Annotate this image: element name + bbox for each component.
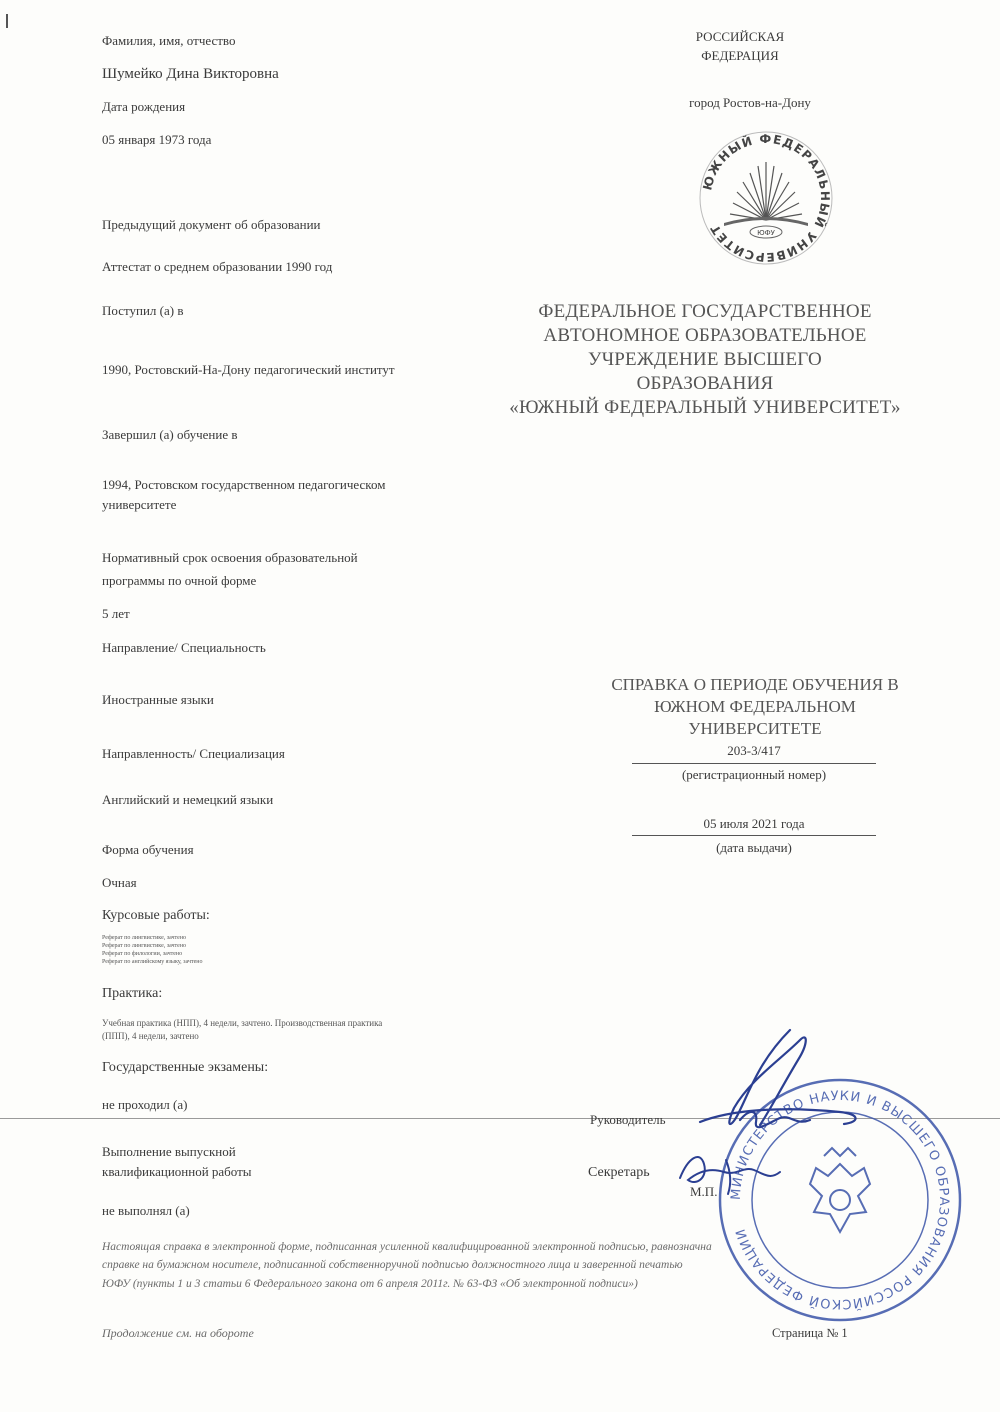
org-name-line5: «ЮЖНЫЙ ФЕДЕРАЛЬНЫЙ УНИВЕРСИТЕТ» — [509, 397, 901, 418]
enrolled-value: 1990, Ростовский-На-Дону педагогический институт — [102, 362, 395, 377]
reg-number-caption: (регистрационный номер) — [681, 767, 827, 782]
head-signature — [640, 1010, 880, 1220]
doc-title-line2: ЮЖНОМ ФЕДЕРАЛЬНОМ — [654, 697, 856, 716]
issue-date-caption: (дата выдачи) — [716, 840, 792, 855]
university-logo — [696, 128, 836, 268]
focus-label: Направленность/ Специализация — [102, 746, 285, 761]
practice-value-line1: Учебная практика (НПП), 4 недели, зачтено. Производственная практика — [102, 1018, 383, 1028]
exams-label: Государственные экзамены: — [102, 1060, 269, 1075]
coursework-item: Реферат по английскому языку, зачтено — [102, 959, 203, 966]
continued-note: Продолжение см. на обороте — [102, 1326, 254, 1340]
form-value: Очная — [102, 875, 137, 890]
direction-value: Иностранные языки — [102, 692, 214, 707]
org-name-line2: АВТОНОМНОЕ ОБРАЗОВАТЕЛЬНОЕ — [543, 325, 867, 346]
org-name-line4: ОБРАЗОВАНИЯ — [636, 373, 774, 394]
term-label-line1: Нормативный срок освоения образовательной — [102, 550, 358, 565]
head-label: Руководитель — [590, 1112, 666, 1127]
coursework-item: Реферат по лингвистике, зачтено — [102, 935, 187, 941]
fio-label: Фамилия, имя, отчество — [102, 33, 236, 48]
edge-mark — [6, 14, 8, 28]
practice-label: Практика: — [102, 986, 163, 1001]
secretary-label: Секретарь — [588, 1165, 650, 1180]
fio-value: Шумейко Дина Викторовна — [102, 66, 279, 82]
footer-note-line2: справке на бумажном носителе, подписанной собственноручной подписью должностного лица и заверенной печатью — [102, 1259, 683, 1272]
footer-note-line3: ЮФУ (пункты 1 и 3 статьи 6 Федерального закона от 6 апреля 2011г. № 63-ФЗ «Об электронной подписи») — [102, 1277, 638, 1290]
org-name-line1: ФЕДЕРАЛЬНОЕ ГОСУДАРСТВЕННОЕ — [538, 301, 872, 322]
reg-number-underline — [632, 763, 876, 764]
issue-date-underline — [632, 835, 876, 836]
dob-value: 05 января 1973 года — [102, 132, 212, 147]
dob-label: Дата рождения — [102, 99, 186, 114]
issue-date: 05 июля 2021 года — [703, 816, 805, 831]
footer-note-line1: Настоящая справка в электронной форме, подписанная усиленной квалифицированной электронной подписью, равнозначна — [102, 1241, 712, 1253]
term-value: 5 лет — [102, 606, 130, 621]
city: город Ростов-на-Дону — [689, 95, 811, 110]
stamp-text: МИНИСТЕРСТВО НАУКИ И ВЫСШЕГО ОБРАЗОВАНИЯ РОССИЙСКОЙ ФЕДЕРАЦИИ — [728, 1088, 952, 1312]
prev-doc-value: Аттестат о среднем образовании 1990 год — [102, 259, 333, 274]
finished-value-line2: университете — [102, 497, 177, 512]
country-line2: ФЕДЕРАЦИЯ — [701, 48, 779, 63]
finished-value-line1: 1994, Ростовском государственном педагогическом — [102, 477, 386, 492]
logo-abbr: ЮФУ — [757, 229, 775, 237]
focus-value: Английский и немецкий языки — [102, 792, 274, 807]
logo-ring-text: ЮЖНЫЙ ФЕДЕРАЛЬНЫЙ УНИВЕРСИТЕТ — [700, 131, 833, 265]
coursework-list — [102, 934, 203, 966]
doc-title-line1: СПРАВКА О ПЕРИОДЕ ОБУЧЕНИЯ В — [611, 675, 899, 694]
form-label: Форма обучения — [102, 842, 194, 857]
footer-note — [102, 1238, 922, 1293]
reg-number: 203-3/417 — [727, 743, 781, 758]
thesis-label-line2: квалификационной работы — [102, 1164, 252, 1179]
finished-label: Завершил (а) обучение в — [102, 427, 238, 442]
thesis-value: не выполнял (а) — [102, 1203, 190, 1218]
thesis-label-line1: Выполнение выпускной — [102, 1144, 236, 1159]
doc-title-line3: УНИВЕРСИТЕТЕ — [688, 719, 822, 738]
coursework-item: Реферат по лингвистике, зачтено — [102, 943, 187, 950]
page-number: Страница № 1 — [772, 1326, 848, 1340]
mp-label: М.П. — [690, 1184, 718, 1199]
coursework-label: Курсовые работы: — [102, 908, 210, 923]
term-label-line2: программы по очной форме — [102, 573, 257, 588]
exams-value: не проходил (а) — [102, 1097, 188, 1112]
coursework-item: Реферат по филологии, зачтено — [102, 951, 183, 958]
prev-doc-label: Предыдущий документ об образовании — [102, 217, 321, 232]
direction-label: Направление/ Специальность — [102, 640, 266, 655]
enrolled-label: Поступил (а) в — [102, 303, 184, 318]
org-name-line3: УЧРЕЖДЕНИЕ ВЫСШЕГО — [588, 349, 822, 370]
practice-value-line2: (ППП), 4 недели, зачтено — [102, 1031, 199, 1041]
country-line1: РОССИЙСКАЯ — [695, 29, 785, 44]
